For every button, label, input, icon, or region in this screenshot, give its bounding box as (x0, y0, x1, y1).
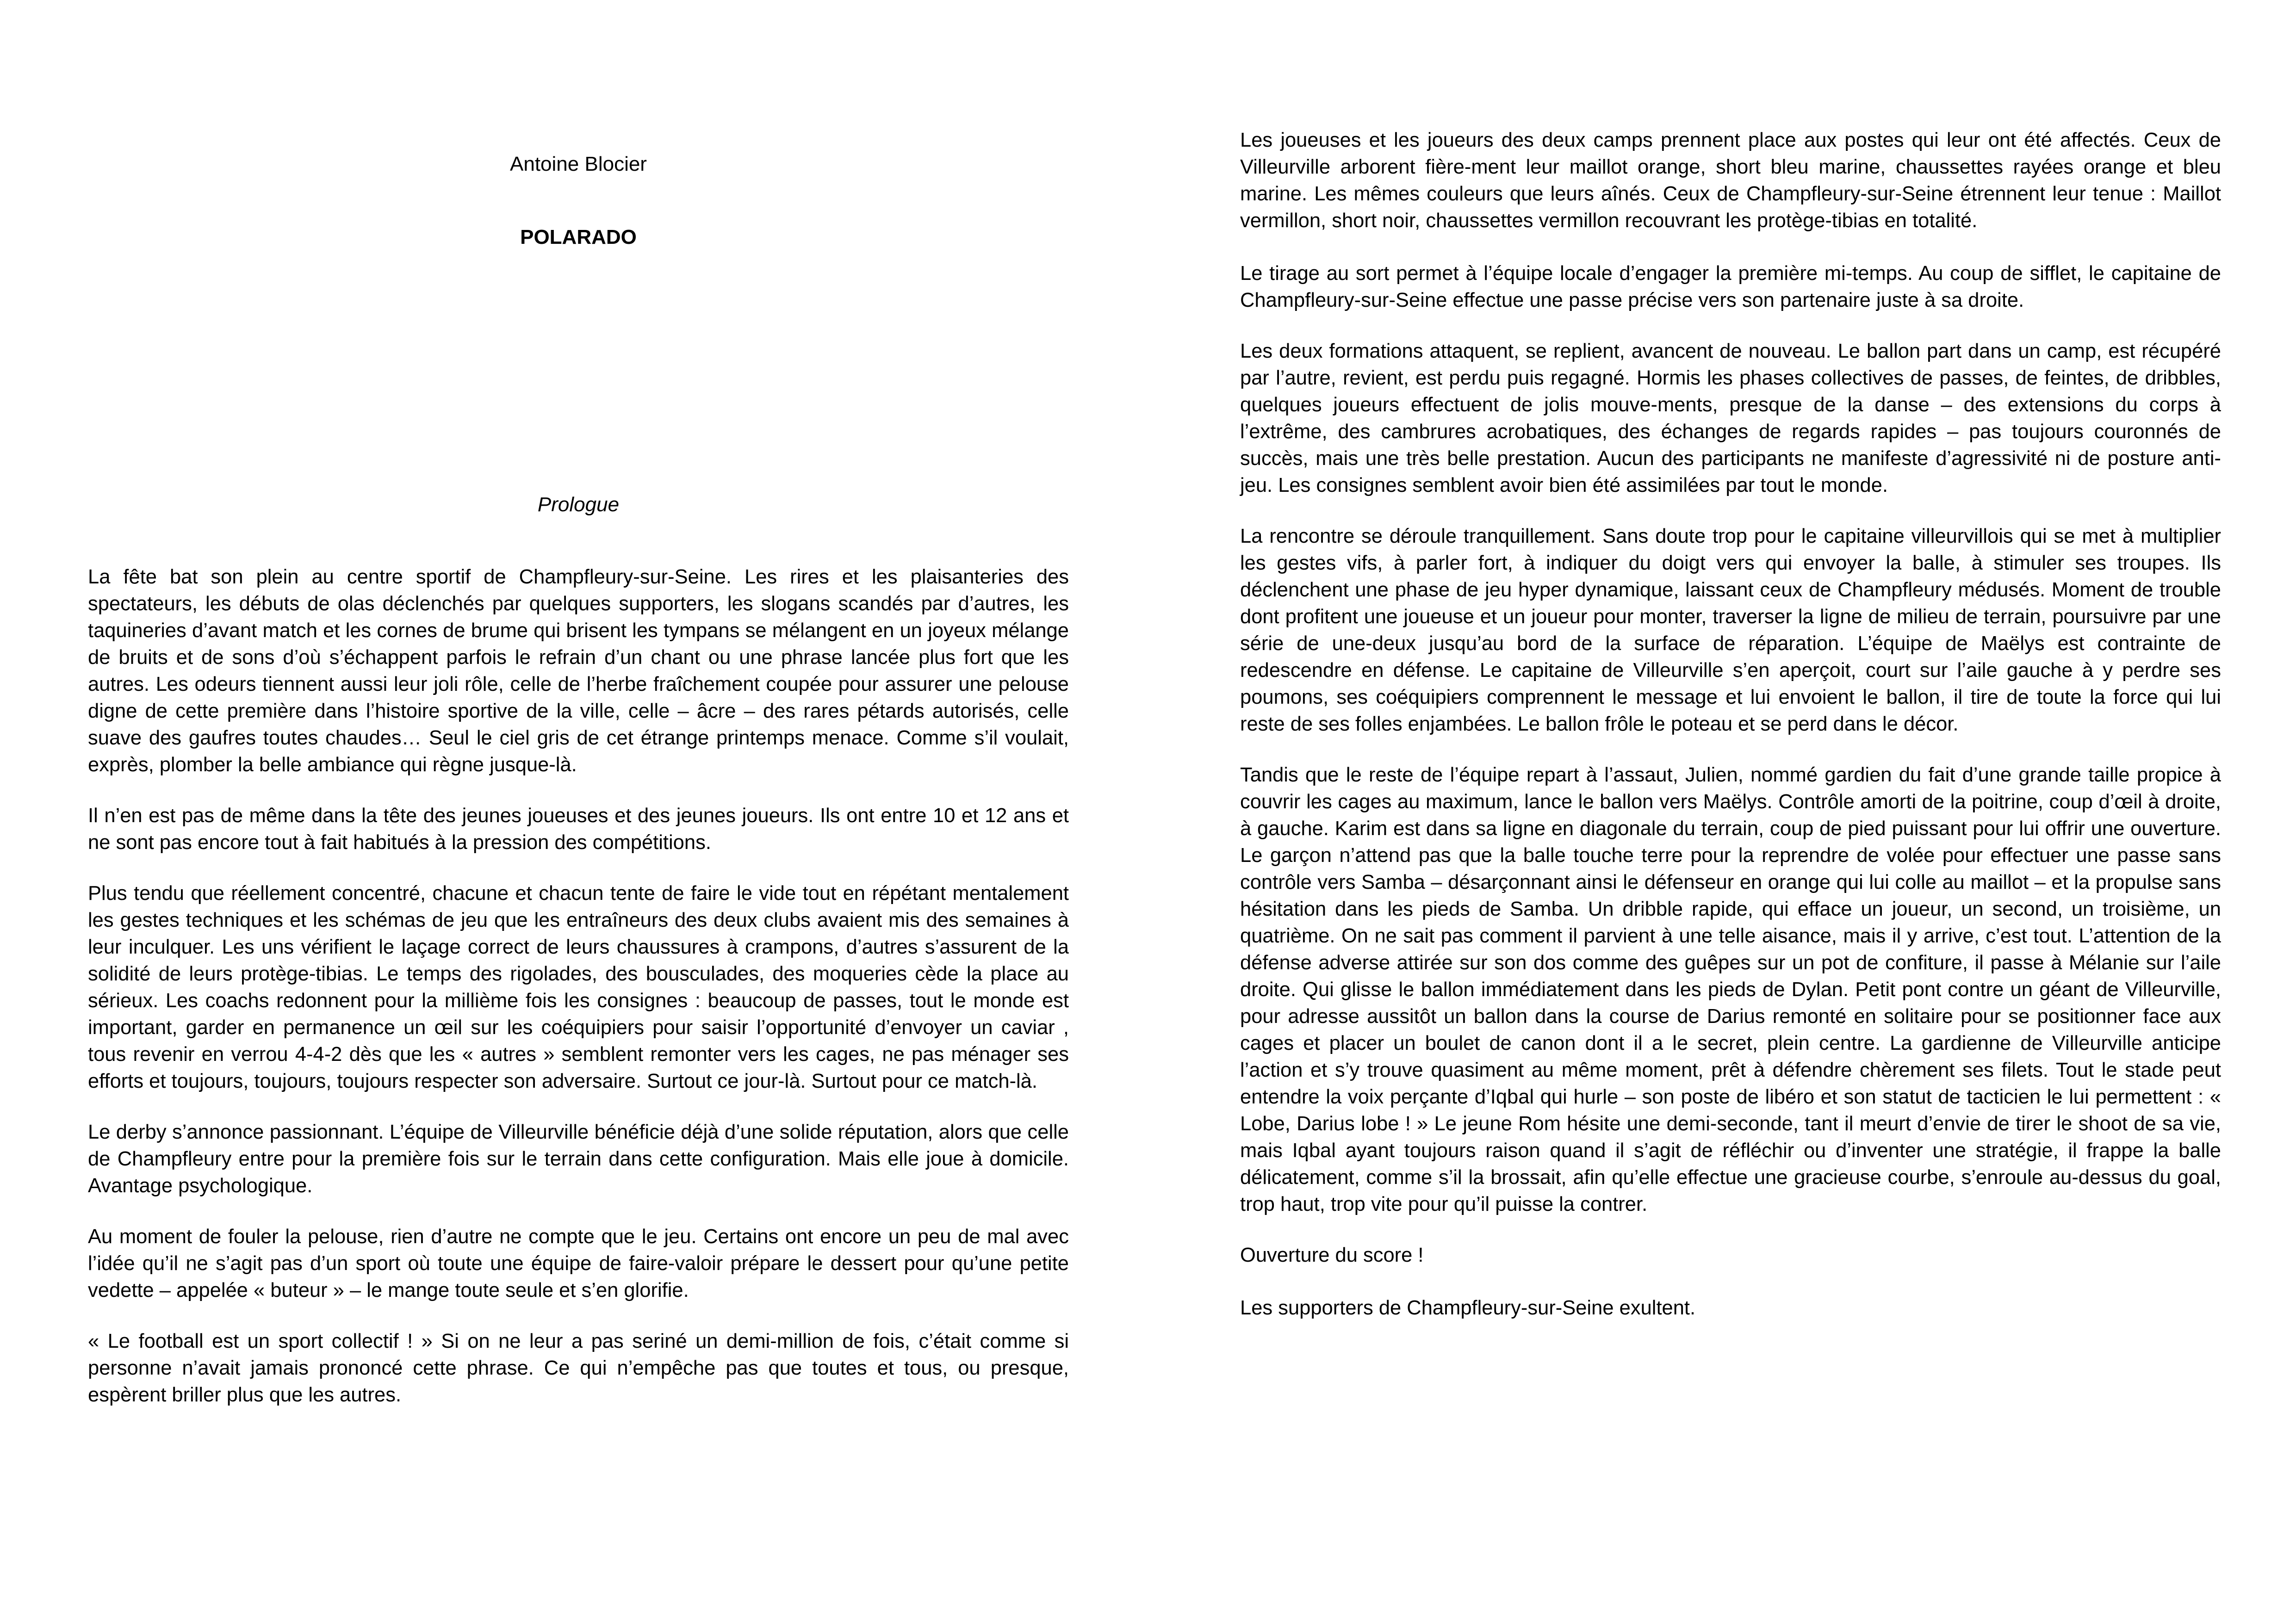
book-title: POLARADO (520, 226, 637, 248)
chapter-heading: Prologue (537, 493, 620, 516)
paragraph: Le tirage au sort permet à l’équipe locale d’engager la première mi-temps. Au coup de sifflet, le capitaine de Champfleury-sur-Seine effectue une passe précise vers son partenaire juste à sa droite. (1240, 262, 2221, 311)
paragraph: « Le football est un sport collectif ! » Si on ne leur a pas seriné un demi-million de fois, c’était comme si personne n’avait jamais prononcé cette phrase. Ce qui n’empêche pas que toutes et tous, ou presque, espèrent briller plus que les autres. (88, 1330, 1069, 1406)
right-page (1240, 0, 2221, 1623)
paragraph: La fête bat son plein au centre sportif de Champfleury-sur-Seine. Les rires et les plaisanteries des spectateurs, les débuts de olas déclenchés par quelques supporters, les slogans scandés par d’autres, les taquineries d’avant match et les cornes de brume qui brisent les tympans se mélangent en un joyeux mélange de bruits et de sons d’où s’échappent parfois le refrain d’un chant ou une phrase lancée plus fort que les autres. Les odeurs tiennent aussi leur joli rôle, celle de l’herbe fraîchement coupée pour assurer une pelouse digne de cette première dans l’histoire sportive de la ville, celle – âcre – des rares pétards autorisés, celle suave des gaufres toutes chaudes… Seul le ciel gris de cet étrange printemps menace. Comme s’il voulait, exprès, plomber la belle ambiance qui règne jusque-là. (88, 566, 1069, 776)
left-page (88, 0, 1069, 1623)
paragraph: Les deux formations attaquent, se replient, avancent de nouveau. Le ballon part dans un camp, est récupéré par l’autre, revient, est perdu puis regagné. Hormis les phases collectives de passes, de feintes, de dribbles, quelques joueurs effectuent de jolis mouve-ments, presque de la danse – des extensions du corps à l’extrême, des cambrures acrobatiques, des échanges de regards rapides – pas toujours couronnés de succès, mais une très belle prestation. Aucun des participants ne manifeste d’agressivité ni de posture anti-jeu. Les consignes semblent avoir bien été assimilées par tout le monde. (1240, 340, 2221, 496)
author-name: Antoine Blocier (510, 153, 647, 175)
paragraph: Tandis que le reste de l’équipe repart à l’assaut, Julien, nommé gardien du fait d’une grande taille propice à couvrir les cages au maximum, lance le ballon vers Maëlys. Contrôle amorti de la poitrine, coup d’œil à droite, à gauche. Karim est dans sa ligne en diagonale du terrain, coup de pied puissant pour lui offrir une ouverture. Le garçon n’attend pas que la balle touche terre pour la reprendre de volée pour effectuer une passe sans contrôle vers Samba – désarçonnant ainsi le défenseur en orange qui lui colle au maillot – et la propulse sans hésitation dans les pieds de Samba. Un dribble rapide, qui efface un joueur, un second, un troisième, un quatrième. On ne sait pas comment il parvient à une telle aisance, mais il y arrive, c’est tout. L’attention de la défense adverse attirée sur son dos comme des guêpes sur un pot de confiture, il passe à Mélanie sur l’aile droite. Qui glisse le ballon immédiatement dans les pieds de Dylan. Petit pont contre un géant de Villeurville, pour adresse aussitôt un ballon dans la course de Darius remonté en solitaire pour se positionner face aux cages et placer un boulet de canon dont il a le secret, plein centre. La gardienne de Villeurville anticipe l’action et s’y trouve quasiment au même moment, prêt à défendre chèrement ses filets. Tout le stade peut entendre la voix perçante d’Iqbal qui hurle – son poste de libéro et son statut de tacticien le lui permettent : « Lobe, Darius lobe ! » Le jeune Rom hésite une demi-seconde, tant il meurt d’envie de tirer le shoot de sa vie, mais Iqbal ayant toujours raison quand il s’agit de réfléchir ou d’inventer une stratégie, il frappe la balle délicatement, comme s’il la brossait, afin qu’elle effectue une gracieuse courbe, s’enroule au-dessus du goal, trop haut, trop vite pour qu’il puisse la contrer. (1240, 764, 2221, 1215)
paragraph: Ouverture du score ! (1240, 1244, 1424, 1266)
paragraph: Au moment de fouler la pelouse, rien d’autre ne compte que le jeu. Certains ont encore un peu de mal avec l’idée qu’il ne s’agit pas d’un sport où toute une équipe de faire-valoir prépare le dessert pour qu’une petite vedette – appelée « buteur » – le mange toute seule et s’en glorifie. (88, 1226, 1069, 1301)
paragraph: Il n’en est pas de même dans la tête des jeunes joueuses et des jeunes joueurs. Ils ont entre 10 et 12 ans et ne sont pas encore tout à fait habitués à la pression des compétitions. (88, 805, 1069, 854)
paragraph: Les supporters de Champfleury-sur-Seine exultent. (1240, 1297, 1696, 1319)
paragraph: Plus tendu que réellement concentré, chacune et chacun tente de faire le vide tout en répétant mentalement les gestes techniques et les schémas de jeu que les entraîneurs des deux clubs avaient mis des semaines à leur inculquer. Les uns vérifient le laçage correct de leurs chaussures à crampons, d’autres s’assurent de la solidité de leurs protège-tibias. Le temps des rigolades, des bousculades, des moqueries cède la place au sérieux. Les coachs redonnent pour la millième fois les consignes : beaucoup de passes, tout le monde est important, garder en permanence un œil sur les coéquipiers pour saisir l’opportunité d’envoyer un caviar , tous revenir en verrou 4-4-2 dès que les « autres » semblent remonter vers les cages, ne pas ménager ses efforts et toujours, toujours, toujours respecter son adversaire. Surtout ce jour-là. Surtout pour ce match-là. (88, 882, 1069, 1092)
paragraph: Les joueuses et les joueurs des deux camps prennent place aux postes qui leur ont été affectés. Ceux de Villeurville arborent fière-ment leur maillot orange, short bleu marine, chaussettes rayées orange et bleu marine. Les mêmes couleurs que leurs aînés. Ceux de Champfleury-sur-Seine étrennent leur tenue : Maillot vermillon, short noir, chaussettes vermillon recouvrant les protège-tibias en totalité. (1240, 129, 2221, 232)
left-body-text (88, 564, 1069, 1432)
right-body-text (1240, 127, 2221, 1345)
paragraph: Le derby s’annonce passionnant. L’équipe de Villeurville bénéficie déjà d’une solide réputation, alors que celle de Champfleury entre pour la première fois sur le terrain dans cette configuration. Mais elle joue à domicile. Avantage psychologique. (88, 1121, 1069, 1197)
paragraph: La rencontre se déroule tranquillement. Sans doute trop pour le capitaine villeurvillois qui se met à multiplier les gestes vifs, à parler fort, à indiquer du doigt vers qui envoyer la balle, à stimuler ses troupes. Ils déclenchent une phase de jeu hyper dynamique, laissant ceux de Champfleury médusés. Moment de trouble dont profitent une joueuse et un joueur pour monter, traverser la ligne de milieu de terrain, poursuivre par une série de une-deux jusqu’au bord de la surface de réparation. L’équipe de Maëlys est contrainte de redescendre en défense. Le capitaine de Villeurville s’en aperçoit, court sur l’aile gauche à y perdre ses poumons, ses coéquipiers comprennent le message et lui envoient le ballon, il tire de toute la force qui lui reste de ses folles enjambées. Le ballon frôle le poteau et se perd dans le décor. (1240, 525, 2221, 735)
